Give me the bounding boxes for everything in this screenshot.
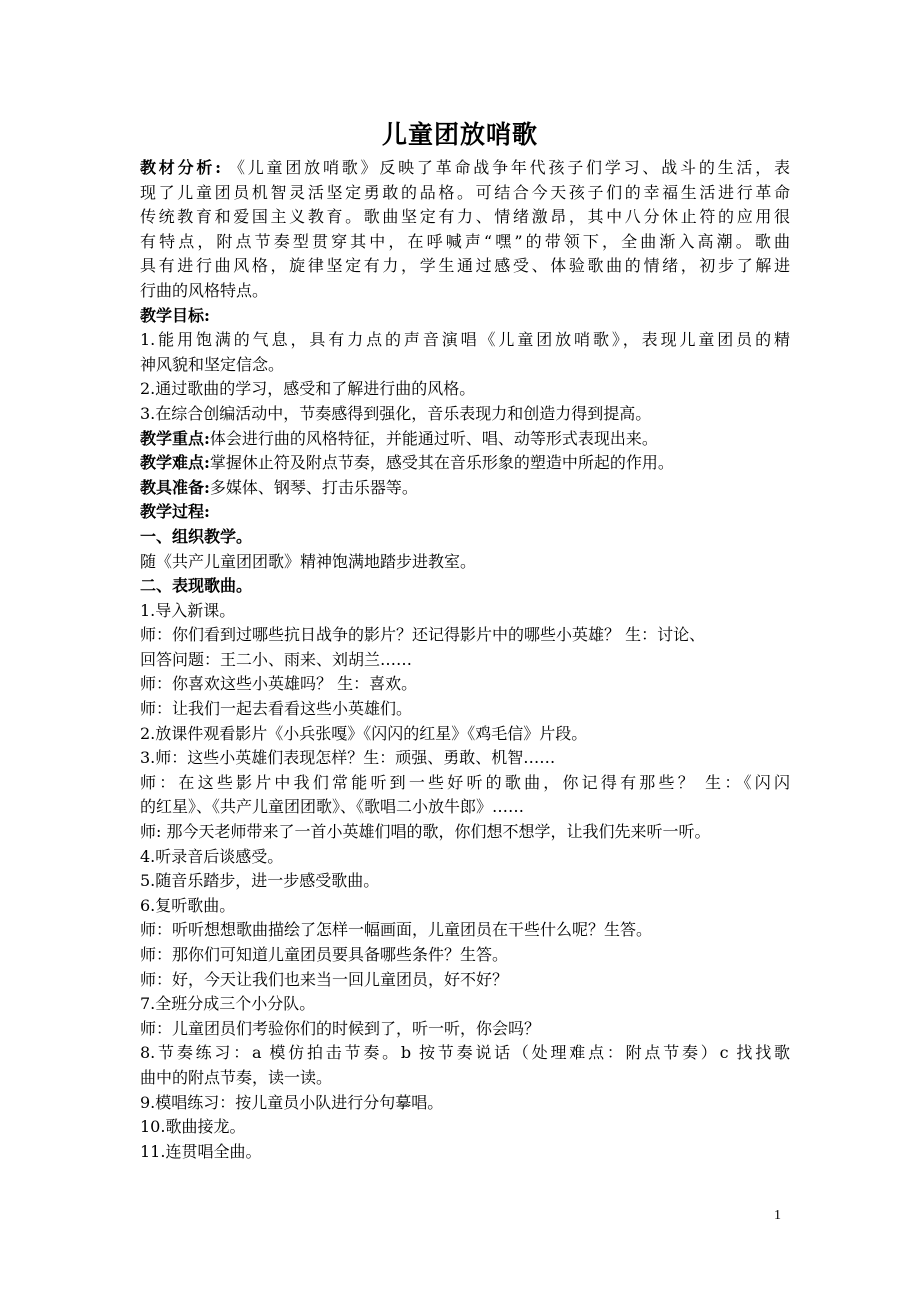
materials-text: 多媒体、钢琴、打击乐器等。 [209, 477, 418, 497]
document-body [140, 156, 790, 1164]
process-line: 1.导入新课。 [140, 600, 236, 620]
process-line: 回答问题：王二小、雨来、刘胡兰…… [140, 649, 413, 669]
page-number: 1 [774, 1208, 781, 1223]
process-line: 师：好，今天让我们也来当一回儿童团员，好不好？ [140, 969, 509, 989]
difficulties-text: 掌握休止符及附点节奏，感受其在音乐形象的塑造中所起的作用。 [209, 453, 674, 473]
objectives-label: 教学目标: [140, 305, 210, 325]
process-line: 师：让我们一起去看看这些小英雄们。 [140, 699, 413, 719]
analysis-line-4: 有特点，附点节奏型贯穿其中，在呼喊声“嘿”的带领下，全曲渐入高潮。歌曲 [140, 231, 790, 251]
section-heading-1: 一、组织教学。 [140, 526, 253, 546]
analysis-label: 教材分析: [140, 158, 222, 177]
process-line: 4.听录音后谈感受。 [140, 846, 284, 866]
objective-item: 1.能用饱满的气息，具有力点的声音演唱《儿童团放哨歌》，表现儿童团员的精 [140, 330, 790, 350]
objective-item: 2.通过歌曲的学习，感受和了解进行曲的风格。 [140, 379, 476, 399]
process-line: 8.节奏练习：a 模仿拍击节奏。b 按节奏说话（处理难点：附点节奏）c 找找歌 [140, 1043, 790, 1063]
process-line: 7.全班分成三个小分队。 [140, 994, 316, 1014]
objective-item: 3.在综合创编活动中，节奏感得到强化，音乐表现力和创造力得到提高。 [140, 403, 652, 423]
analysis-line-6: 行曲的风格特点。 [140, 280, 269, 300]
materials-line [140, 476, 790, 501]
process-line: 6.复听歌曲。 [140, 895, 236, 915]
process-line: 10.歌曲接龙。 [140, 1117, 246, 1137]
section-text-1: 随《共产儿童团团歌》精神饱满地踏步进教室。 [140, 551, 477, 571]
analysis-text-1: 《儿童团放哨歌》反映了革命战争年代孩子们学习、战斗的生活，表 [221, 158, 790, 177]
analysis-line-2: 现了儿童团员机智灵活坚定勇敢的品格。可结合今天孩子们的幸福生活进行革命 [140, 182, 790, 202]
difficulties-label: 教学难点: [140, 453, 210, 473]
analysis-line-3: 传统教育和爱国主义教育。歌曲坚定有力、情绪激昂，其中八分休止符的应用很 [140, 207, 790, 227]
process-line: 3.师：这些小英雄们表现怎样？生：顽强、勇敢、机智…… [140, 748, 556, 768]
key-points-label: 教学重点: [140, 428, 210, 448]
process-line: 师：听听想想歌曲描绘了怎样一幅画面，儿童团员在干些什么呢？生答。 [140, 920, 653, 940]
process-line: 5.随音乐踏步，进一步感受歌曲。 [140, 871, 380, 891]
process-line: 9.模唱练习：按儿童员小队进行分句摹唱。 [140, 1092, 444, 1112]
analysis-line-5: 具有进行曲风格，旋律坚定有力，学生通过感受、体验歌曲的情绪，初步了解进 [140, 256, 790, 276]
process-line: 师: 那今天老师带来了一首小英雄们唱的歌，你们想不想学，让我们先来听一听。 [140, 822, 711, 842]
document-title: 儿童团放哨歌 [381, 120, 538, 149]
process-line: 师：你喜欢这些小英雄吗？ 生：喜欢。 [140, 674, 418, 694]
process-line: 曲中的附点节奏，读一读。 [140, 1067, 333, 1087]
materials-label: 教具准备: [140, 477, 210, 497]
process-line: 师：那你们可知道儿童团员要具备哪些条件？生答。 [140, 945, 509, 964]
objective-item: 神风貌和坚定信念。 [140, 354, 285, 374]
key-points-line [140, 427, 790, 452]
key-points-text: 体会进行曲的风格特征，并能通过听、唱、动等形式表现出来。 [209, 428, 658, 448]
process-line: 11.连贯唱全曲。 [140, 1141, 262, 1161]
section-heading-2: 二、表现歌曲。 [140, 576, 253, 596]
process-label: 教学过程: [140, 502, 210, 522]
process-line: 的红星》、《共产儿童团团歌》、《歌唱二小放牛郎》…… [140, 797, 525, 817]
process-line: 师：儿童团员们考验你们的时候到了，听一听，你会吗？ [140, 1018, 541, 1038]
process-line: 2.放课件观看影片《小兵张嘎》《闪闪的红星》《鸡毛信》片段。 [140, 723, 588, 743]
difficulties-line [140, 451, 790, 476]
process-line: 师：你们看到过哪些抗日战争的影片？还记得影片中的哪些小英雄？ 生：讨论、 [140, 625, 706, 645]
analysis-line-1 [140, 156, 790, 181]
process-line: 师：在这些影片中我们常能听到一些好听的歌曲，你记得有那些？ 生：《闪闪 [140, 772, 790, 792]
